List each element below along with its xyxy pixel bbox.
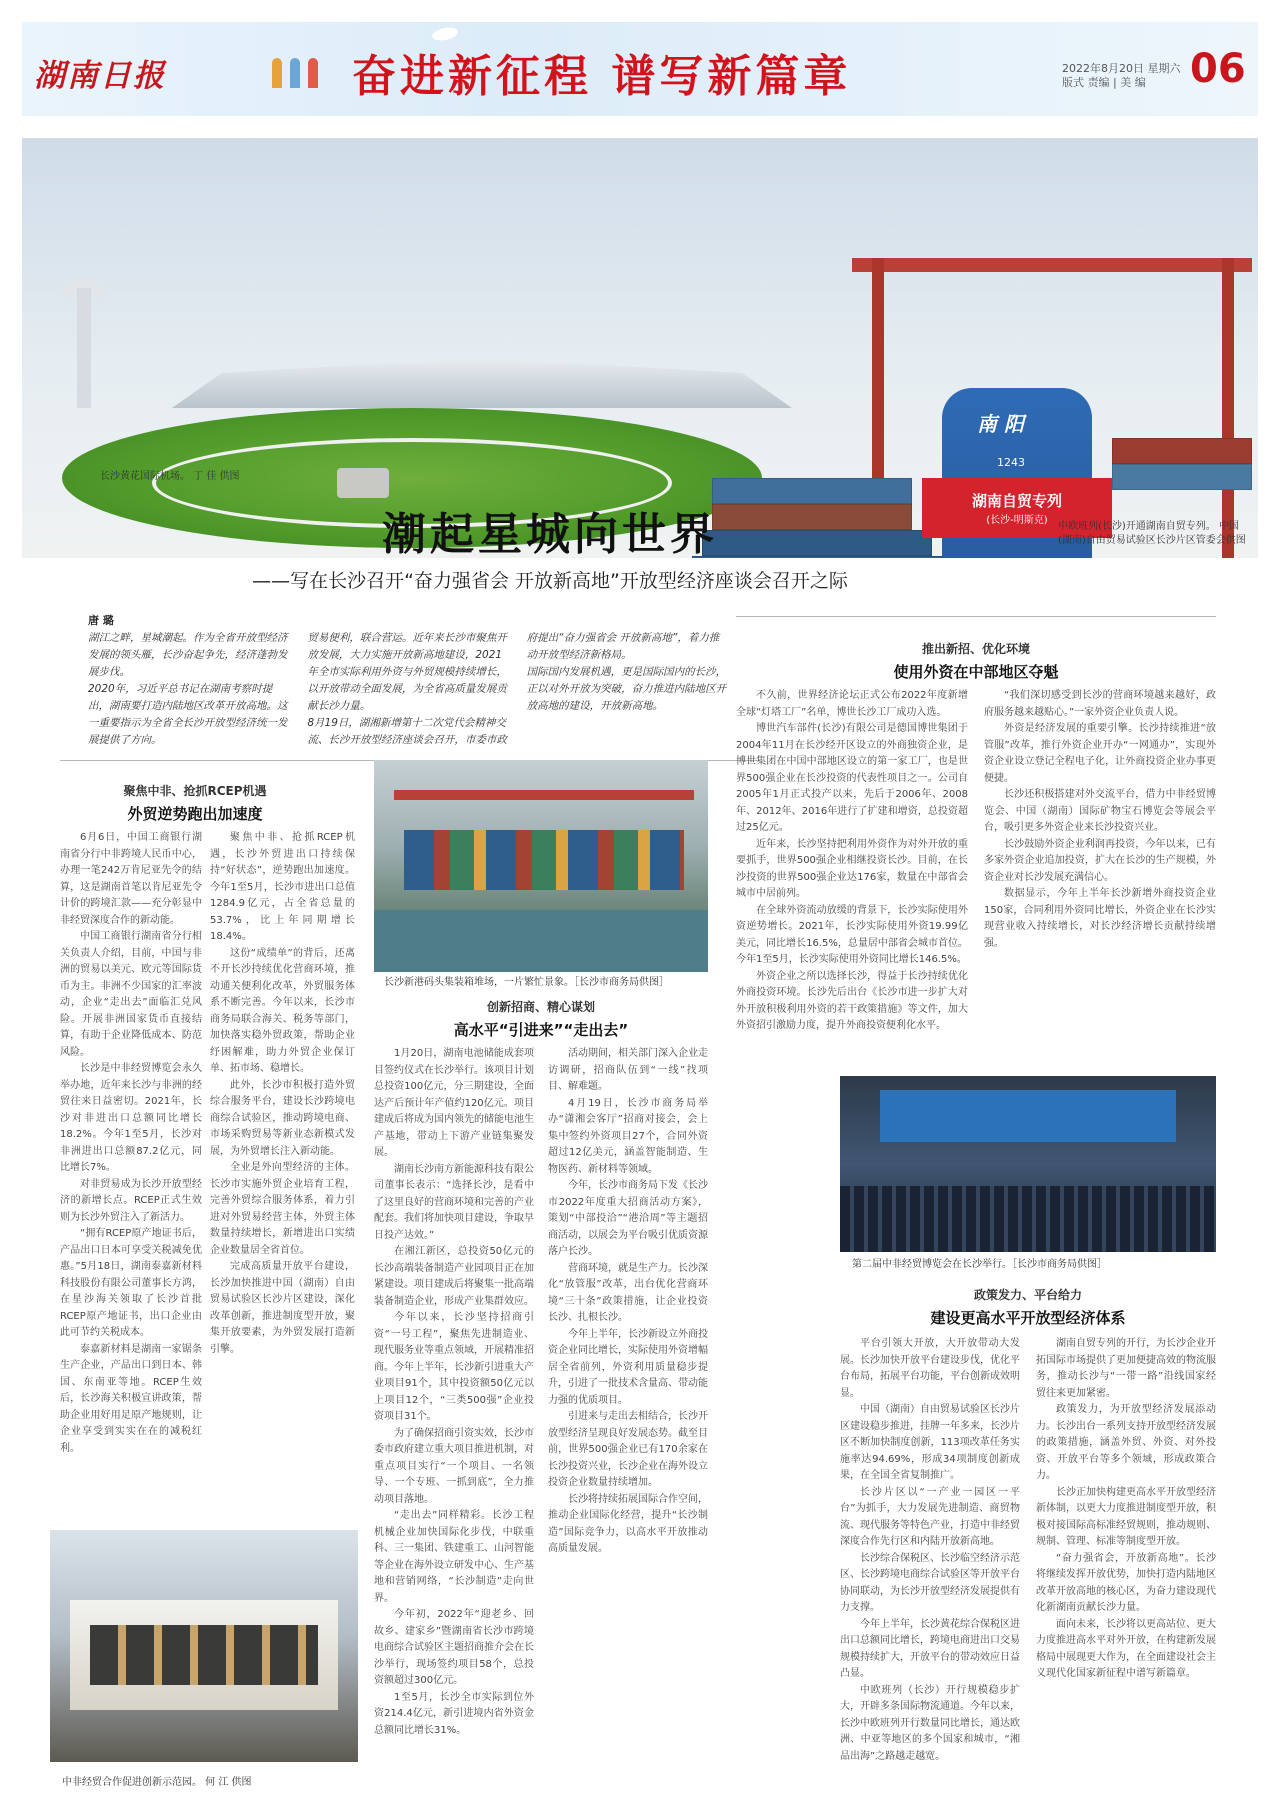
port-photo [374, 760, 708, 972]
body-para: 为了确保招商引资实效，长沙市委市政府建立重大项目推进机制，对重点项目实行“一个项目、一名领导、一个专班、一抓到底”，全力推动项目落地。 [374, 1427, 534, 1505]
body-para: 外资企业之所以选择长沙，得益于长沙持续优化外商投资环境。长沙先后出台《长沙市进一步扩大对外开放积极利用外资的若干政策措施》等文件，加大外资招引激励力度，提升外商投资便利化水平。 [736, 970, 968, 1031]
section-body [374, 1046, 534, 1766]
body-para: 数据显示，今年上半年长沙新增外商投资企业150家，合同利用外资同比增长，外资企业在长沙实现营业收入持续增长，对长沙经济增长贡献持续增强。 [984, 888, 1216, 949]
body-para: 长沙综合保税区、长沙临空经济示范区、长沙跨境电商综合试验区等开放平台协同联动，为长沙开放型经济发展提供有力支撑。 [840, 1552, 1020, 1613]
control-tower-shaft [77, 288, 91, 408]
audience-rows [840, 1186, 1216, 1252]
body-para: 6月6日，中国工商银行湖南省分行中非跨境人民币中心，办理一笔242万肯尼亚先令的结算，这是湖南首笔以肯尼亚先令计价的跨境汇款——充分彰显中非经贸深度合作的新动能。 [60, 832, 202, 926]
body-para: 近年来，长沙坚持把利用外资作为对外开放的重要抓手，世界500强企业相继投资长沙。目前，在长沙投资的世界500强企业达176家，数量在中部省会城市中居前列。 [736, 838, 968, 899]
section-heading [736, 640, 1216, 682]
body-para: 在全球外资流动放缓的背景下，长沙实际使用外资逆势增长。2021年，长沙实际使用外资19.99亿美元，同比增长16.5%，总量居中部省会城市首位。今年1至5月，长沙实际使用外资同比增长146.5%。 [736, 904, 968, 965]
river-water [374, 910, 708, 972]
section-title: 使用外资在中部地区夺魁 [893, 663, 1059, 681]
body-para: 中国（湖南）自由贸易试验区长沙片区建设稳步推进，挂牌一年多来，长沙片区不断加快制度创新，113项改革任务实施率达94.69%，形成34项制度创新成果，在全国全省复制推广。 [840, 1404, 1020, 1481]
main-headline: 潮起星城向世界 [382, 509, 718, 560]
photo-caption: 长沙新港码头集装箱堆场，一片繁忙景象。［长沙市商务局供图］ [384, 977, 669, 988]
banner-slogan: 奋进新征程 谱写新篇章 [352, 51, 852, 102]
dateline [1062, 62, 1181, 90]
body-para: 全业是外向型经济的主体。长沙市实施外贸企业培育工程，完善外贸综合服务体系，着力引进对外贸易经营主体，外贸主体数量持续增长，新增进出口实绩企业数量居全省首位。 [210, 1162, 355, 1256]
body-para: 今年，长沙市商务局下发《长沙市2022年度重大招商活动方案》，策划“中部投洽”“港洽周”等主题招商活动，以展会为平台吸引优质资源落户长沙。 [548, 1180, 708, 1257]
photo-caption-left: 长沙黄花国际机场。 丁 佳 供图 [100, 471, 240, 482]
body-para: 长沙是中非经贸博览会永久举办地，近年来长沙与非洲的经贸往来日益密切。2021年，长沙对非进出口总额同比增长18.2%。今年1至5月，长沙对非洲进出口总额87.2亿元，同比增长7%。 [60, 1063, 202, 1173]
byline: 唐 璐 [88, 614, 114, 627]
photo-caption: 第二届中非经贸博览会在长沙举行。［长沙市商务局供图］ [852, 1259, 1107, 1270]
body-para: 不久前，世界经济论坛正式公布2022年度新增全球“灯塔工厂”名单，博世长沙工厂成功入选。 [736, 690, 968, 718]
shop-windows [90, 1625, 318, 1685]
editor-credit: 版式 责编 | 美 编 [1062, 76, 1146, 89]
section-body [1036, 1336, 1216, 1766]
section-title: 建设更高水平开放型经济体系 [930, 1309, 1126, 1327]
section-kicker: 创新招商、精心谋划 [486, 1000, 595, 1014]
body-para: 长沙片区以“一产业一园区一平台”为抓手，大力发展先进制造、商贸物流、现代服务等特色产业，打造中非经贸深度合作先行区和内陆开放新高地。 [840, 1486, 1020, 1547]
masthead-banner [22, 22, 1258, 116]
train-sign-text: 湖南自贸专列 [971, 492, 1062, 510]
photo-caption: 中非经贸合作促进创新示范园。 何 江 供图 [62, 1777, 252, 1788]
body-para: 营商环境，就是生产力。长沙深化“放管服”改革，出台优化营商环境“三十条”政策措施，让企业投资长沙、扎根长沙。 [548, 1262, 708, 1323]
photo-caption-right: 中欧班列(长沙)开通湖南自贸专列。 中国(湖南)自由贸易试验区长沙片区管委会供图 [1058, 521, 1246, 546]
crane-leg [1222, 258, 1234, 558]
crane-beam [394, 790, 694, 800]
body-para: 在湘江新区，总投资50亿元的长沙高端装备制造产业园项目正在加紧建设。项目建成后将聚集一批高端装备制造企业，形成产业集群效应。 [374, 1246, 534, 1307]
body-para: 这份“成绩单”的背后，还离不开长沙持续优化营商环境，推动通关便利化改革，外贸服务体系不断完善。今年以来，长沙市商务局联合海关、税务等部门，加快落实稳外贸政策，帮助企业纾困解难，助力外贸企业保订单、拓市场、稳增长。 [210, 947, 355, 1074]
section-body [210, 830, 355, 1390]
section-body [840, 1336, 1020, 1766]
body-para: “我们深切感受到长沙的营商环境越来越好，政府服务越来越贴心。”一家外资企业负责人说。 [984, 690, 1216, 718]
body-para: 聚焦中非、抢抓RCEP机遇，长沙外贸进出口持续保持“好状态”，逆势跑出加速度。今年1至5月，长沙市进出口总值1284.9亿元，占全省总量的53.7%，比上年同期增长18.4%。 [210, 832, 355, 942]
monument-stone [337, 468, 389, 498]
body-para: 湖南长沙南方新能源科技有限公司董事长表示：“选择长沙，是看中了这里良好的营商环境和完善的产业配套。我们将加快项目建设，争取早日投产达效。” [374, 1163, 534, 1241]
lead-photo [22, 138, 1258, 558]
section-title: 高水平“引进来”“走出去” [453, 1021, 629, 1039]
intro-para: 湖江之畔，星城潮起。作为全省开放型经济发展的领头雁，长沙奋起争先，经济蓬勃发展步伐。 [88, 632, 288, 678]
intro-para: 2020年，习近平总书记在湖南考察时提出，湖南要打造内陆地区改革开放高地。这一重要指示为全省全长沙开放型经济统一发展提供了方向。 [88, 683, 288, 746]
flag-icon [308, 58, 318, 88]
sub-headline: ——写在长沙召开“奋力强省会 开放新高地”开放型经济座谈会召开之际 [252, 570, 848, 592]
body-para: 今年以来，长沙坚持招商引资“一号工程”，聚焦先进制造业、现代服务业等重点领域，开展精准招商。今年上半年，长沙新引进重大产业项目91个，其中投资额50亿元以上项目12个，“三类500强”企业投资项目31个。 [374, 1312, 534, 1422]
body-para: 面向未来，长沙将以更高站位、更大力度推进高水平对外开放，在构建新发展格局中展现更大作为，在全面建设社会主义现代化国家新征程中谱写新篇章。 [1036, 1618, 1216, 1679]
intro-para: 国际国内发展机遇，更是国际国内的长沙，正以对外开放为突破，奋力推进内陆地区开放高地的建设，开放新高地。 [526, 666, 727, 712]
section-heading [374, 998, 708, 1040]
body-para: 中欧班列（长沙）开行规模稳步扩大，开辟多条国际物流通道。今年以来，长沙中欧班列开行数量同比增长，通达欧洲、中亚等地区的多个国家和城市，“湘品出海”之路越走越宽。 [840, 1684, 1020, 1762]
intro-para: 贸易便利，联合营运。近年来长沙市聚焦开放发展，大力实施开放新高地建设，2021年全市实际利用外资与外贸规模持续增长，以开放带动全面发展，为全省高质量发展贡献长沙力量。 [307, 632, 507, 712]
shipping-container [1112, 464, 1252, 490]
train-name: 南 阳 [977, 412, 1024, 436]
body-para: 此外，长沙市积极打造外贸综合服务平台，建设长沙跨境电商综合试验区，推动跨境电商、市场采购贸易等新业态新模式发展，为外贸增长注入新动能。 [210, 1079, 355, 1157]
body-para: “走出去”同样精彩。长沙工程机械企业加快国际化步伐，中联重科、三一集团、铁建重工、山河智能等企业在海外设立研发中心、生产基地和营销网络，“长沙制造”走向世界。 [374, 1510, 534, 1604]
body-para: 湖南自贸专列的开行，为长沙企业开拓国际市场提供了更加便捷高效的物流服务，推动长沙与“一带一路”沿线国家经贸往来更加紧密。 [1036, 1338, 1216, 1399]
body-para: 今年初，2022年“迎老乡、回故乡、建家乡”暨湖南省长沙市跨境电商综合试验区主题招商推介会在长沙举行，现场签约项目58个，总投资额超过300亿元。 [374, 1609, 534, 1686]
body-para: 外资是经济发展的重要引擎。长沙持续推进“放管服”改革，推行外资企业开办“一网通办”，实现外资企业设立登记全程电子化，让外商投资企业办事更便捷。 [984, 723, 1216, 784]
body-para: 博世汽车部件(长沙)有限公司是德国博世集团于2004年11月在长沙经开区设立的外商独资企业，是博世集团在中国中部地区设立的第一家工厂，也是世界500强企业在长沙投资的代表性项目之一。公司自2005年1月正式投产以来，先后于2006年、2008年、2012年、2016年进行了扩建和增资，总投资超过25亿元。 [736, 723, 968, 833]
intro-para: 8月19日，湖湘新增第十二次党代会精神交流、长沙开放型经济座谈会召开，市委市政府提出“奋力强省会 开放新高地”，着力推动开放型经济新格局。 [307, 632, 720, 746]
body-para: 中国工商银行湖南省分行相关负责人介绍，目前，中国与非洲的贸易以美元、欧元等国际货币为主。非洲不少国家的汇率波动，企业“走出去”面临汇兑风险。开展非洲国家货币直接结算，有助于企业降低成本、防范风险。 [60, 931, 202, 1058]
showroom-photo [50, 1530, 358, 1762]
body-para: 政策发力，为开放型经济发展添动力。长沙出台一系列支持开放型经济发展的政策措施，涵盖外贸、外资、对外投资、开放平台等多个领域，形成政策合力。 [1036, 1404, 1216, 1481]
stage-screen [880, 1090, 1176, 1142]
body-para: 长沙还积极搭建对外交流平台，借力中非经贸博览会、中国（湖南）国际矿物宝石博览会等展会平台，吸引更多外资企业来长沙投资兴业。 [984, 789, 1216, 833]
train-sign-route: (长沙-明斯克) [986, 515, 1048, 526]
body-para: 活动期间，相关部门深入企业走访调研，招商队伍到“一线”找项目、解难题。 [548, 1048, 708, 1092]
body-para: 引进来与走出去相结合，长沙开放型经济呈现良好发展态势。截至目前，世界500强企业已有170余家在长沙投资兴业，长沙企业在海外设立投资企业数量持续增加。 [548, 1411, 708, 1488]
body-para: 今年上半年，长沙新设立外商投资企业同比增长，实际使用外资增幅居全省前列，外资利用质量稳步提升，引进了一批技术含量高、带动能力强的优质项目。 [548, 1328, 708, 1406]
section-heading [60, 782, 330, 824]
section-heading [840, 1286, 1216, 1328]
body-para: 长沙鼓励外资企业利润再投资，今年以来，已有多家外资企业追加投资，扩大在长沙的生产规模，外资企业对长沙发展充满信心。 [984, 838, 1216, 883]
container-stacks [404, 830, 684, 890]
intro-text [88, 630, 728, 750]
body-para: “奋力强省会，开放新高地”。长沙将继续发挥开放优势，加快打造内陆地区改革开放高地的核心区，为奋力建设现代化新湖南贡献长沙力量。 [1036, 1552, 1216, 1613]
body-para: 泰嘉新材料是湖南一家锯条生产企业，产品出口到日本、韩国、东南亚等地。RCEP生效后，长沙海关积极宣讲政策，帮助企业用好用足原产地规则，让企业享受到实实在在的减税红利。 [60, 1343, 202, 1454]
body-para: 1月20日，湖南电池储能成套项目签约仪式在长沙举行。该项目计划总投资100亿元，分三期建设，全面达产后预计年产值约120亿元。项目建成后将成为国内领先的储能电池生产基地，带动上下游产业链集聚发展。 [374, 1048, 534, 1158]
section-body [548, 1046, 708, 1766]
gantry-crane [852, 258, 1252, 272]
issue-date: 2022年8月20日 星期六 [1062, 62, 1181, 75]
section-kicker: 政策发力、平台给力 [973, 1288, 1082, 1302]
body-para: 长沙正加快构建更高水平开放型经济新体制，以更大力度推进制度型开放，积极对接国际高标准经贸规则，推动规则、规制、管理、标准等制度型开放。 [1036, 1486, 1216, 1547]
train-number: 1243 [997, 456, 1025, 469]
forum-photo [840, 1076, 1216, 1252]
body-para: “拥有RCEP原产地证书后，产品出口日本可享受关税减免优惠。”5月18日，湖南泰嘉新材料科技股份有限公司董事长方鸿，在星沙海关领取了长沙首批RCEP原产地证书，出口企业由此可节约关税成本。 [60, 1228, 202, 1338]
body-para: 平台引领大开放，大开放带动大发展。长沙加快开放平台建设步伐，优化平台布局，拓展平台功能，平台创新成效明显。 [840, 1338, 1020, 1399]
body-para: 4月19日，长沙市商务局举办“潇湘会客厅”招商对接会，会上集中签约外资项目27个，合同外资超过12亿美元，涵盖智能制造、生物医药、新材料等领域。 [548, 1097, 708, 1175]
body-para: 长沙将持续拓展国际合作空间，推动企业国际化经营，提升“长沙制造”国际竞争力，以高水平开放推动高质量发展。 [548, 1493, 708, 1554]
section-title: 外贸逆势跑出加速度 [127, 805, 263, 823]
section-kicker: 聚焦中非、抢抓RCEP机遇 [123, 784, 267, 798]
newspaper-logo: 湖南日报 [34, 58, 166, 94]
flag-icon [272, 58, 282, 88]
section-kicker: 推出新招、优化环境 [921, 642, 1030, 656]
body-para: 今年上半年，长沙黄花综合保税区进出口总额同比增长，跨境电商进出口交易规模持续扩大，开放平台的带动效应日益凸显。 [840, 1618, 1020, 1679]
flag-icon [290, 58, 300, 88]
body-para: 完成高质量开放平台建设，长沙加快推进中国（湖南）自由贸易试验区长沙片区建设，深化改革创新，推进制度型开放，聚集开放要素，为外贸发展打造新引擎。 [210, 1261, 355, 1355]
divider [736, 616, 1216, 617]
shipping-container [1112, 438, 1252, 464]
page-number: 06 [1190, 46, 1246, 92]
body-para: 对非贸易成为长沙开放型经济的新增长点。RCEP正式生效则为长沙外贸注入了新活力。 [60, 1178, 202, 1223]
section-body [60, 830, 202, 1520]
body-para: 1至5月，长沙全市实际到位外资214.4亿元，新引进境内省外资金总额同比增长31%。 [374, 1691, 534, 1736]
